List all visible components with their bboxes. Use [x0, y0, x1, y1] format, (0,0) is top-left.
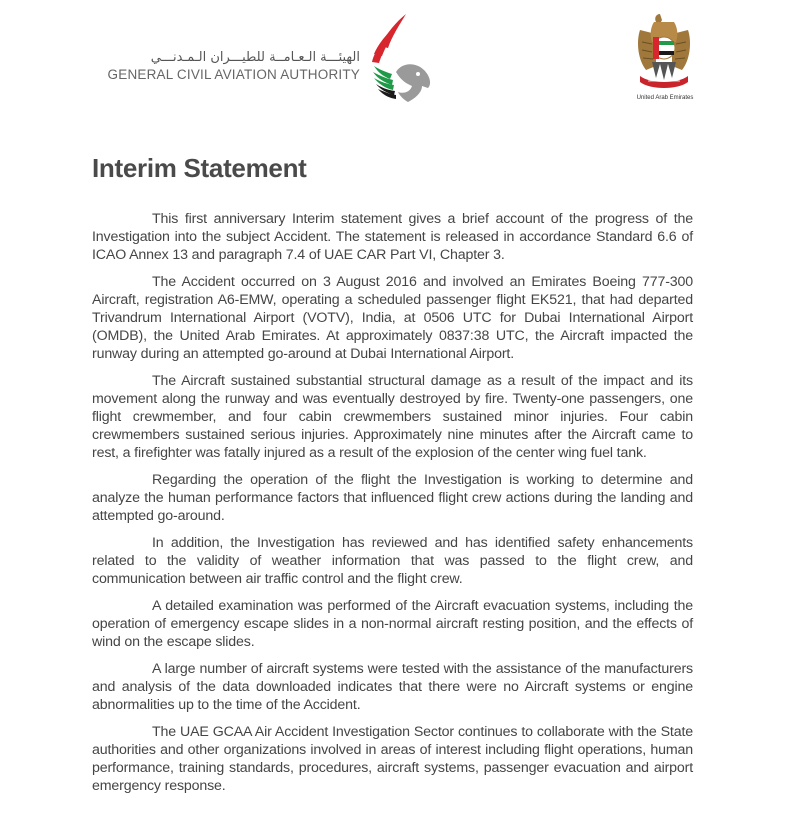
- document-header: [0, 0, 787, 120]
- paragraph-safety-enhancements: In addition, the Investigation has reviewed and has identified safety enhancements related to the validity of weather information that was passed to the flight crew, and communication between air traffic control and the flight crew.: [92, 535, 693, 587]
- paragraph-evacuation-systems: A detailed examination was performed of the Aircraft evacuation systems, including the operation of emergency escape slides in a non-normal aircraft resting position, and the effects of wind on the escape slides.: [92, 598, 693, 650]
- paragraph-accident-summary: The Accident occurred on 3 August 2016 and involved an Emirates Boeing 777-300 Aircraft, registration A6-EMW, operating a scheduled passenger flight EK521, that had departed Trivandrum International Airport (VOTV), India, at 0506 UTC for Dubai International Airport (OMDB), the United Arab Emirates. At approximately 0837:38 UTC, the Aircraft impacted the runway during an attempted go-around at Dubai International Airport.: [92, 274, 693, 362]
- gcaa-wordmark: [95, 50, 360, 83]
- document-title: Interim Statement: [92, 153, 307, 183]
- organization-name-arabic: الهيئـــة الـعـامــة للطيـــران الـمـدنـــي: [150, 50, 360, 65]
- paragraph-collaboration: The UAE GCAA Air Accident Investigation Sector continues to collaborate with the State authorities and other organizations involved in areas of interest including flight operations, human performance, training standards, procedures, aircraft systems, passenger evacuation and airport emergency response.: [92, 724, 693, 794]
- paragraph-purpose: This first anniversary Interim statement gives a brief account of the progress of the Investigation into the subject Accident. The statement is released in accordance Standard 6.6 of ICAO Annex 13 and paragraph 7.4 of UAE CAR Part VI, Chapter 3.: [92, 211, 693, 263]
- document-body: [92, 210, 693, 804]
- organization-name-english: GENERAL CIVIL AVIATION AUTHORITY: [107, 67, 360, 82]
- uae-falcon-emblem-icon: [634, 12, 694, 92]
- gcaa-falcon-wing-logo-icon: [366, 12, 436, 108]
- emblem-caption: United Arab Emirates: [636, 95, 694, 101]
- paragraph-human-performance: Regarding the operation of the flight the Investigation is working to determine and analyze the human performance factors that influenced flight crew actions during the landing and attempted go-around.: [92, 472, 693, 524]
- paragraph-damage-injuries: The Aircraft sustained substantial structural damage as a result of the impact and its movement along the runway and was eventually destroyed by fire. Twenty-one passengers, one flight crewmember, and four cabin crewmembers sustained minor injuries. Four cabin crewmembers sustained serious injuries. Approximately nine minutes after the Aircraft came to rest, a firefighter was fatally injured as a result of the explosion of the center wing fuel tank.: [92, 373, 693, 461]
- paragraph-systems-testing: A large number of aircraft systems were tested with the assistance of the manufacturers and analysis of the data downloaded indicates that there were no Aircraft systems or engine abnormalities up to the time of the Accident.: [92, 661, 693, 713]
